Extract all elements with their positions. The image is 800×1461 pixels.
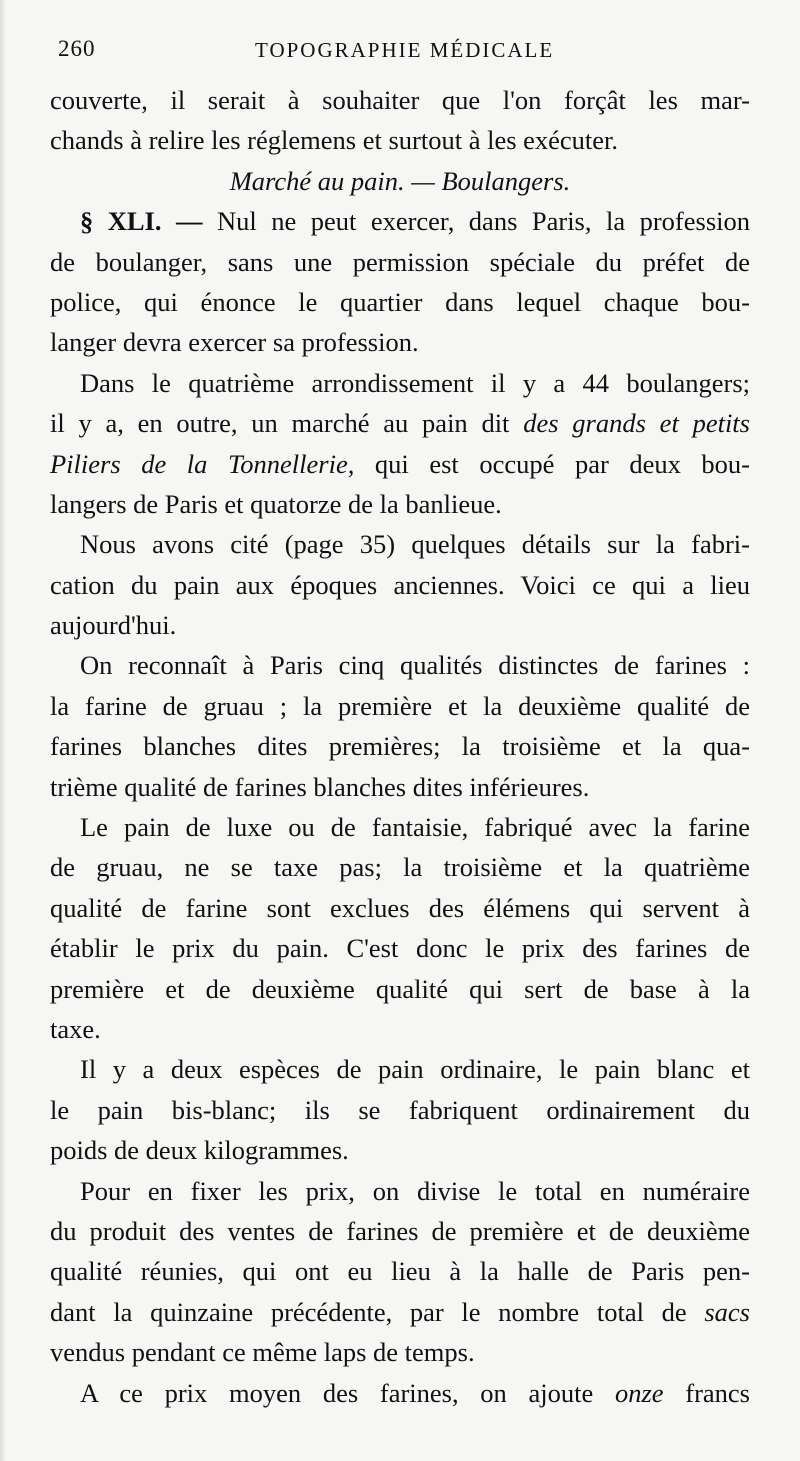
text-line: établir le prix du pain. C'est donc le prix des farines de: [50, 933, 750, 964]
text-line: qualité de farine sont exclues des élémens qui servent à: [50, 892, 750, 923]
text-line: [50, 403, 750, 443]
text-line: langers de Paris et quatorze de la banlieue.: [50, 488, 502, 519]
text-line: farines blanches dites premières; la troisième et la qua-: [50, 731, 750, 762]
page-header: [50, 36, 750, 72]
text-line: la farine de gruau ; la première et la deuxième qualité de: [50, 690, 750, 721]
text-line: [50, 1292, 750, 1332]
running-title: TOPOGRAPHIE MÉDICALE: [255, 38, 555, 62]
text-line: chands à relire les réglemens et surtout à les exécuter.: [50, 125, 619, 156]
text-line: poids de deux kilogrammes.: [50, 1135, 349, 1166]
italic-text: onze: [614, 1377, 664, 1408]
text-line: première et de deuxième qualité qui sert de base à la: [50, 973, 750, 1004]
text-line: trième qualité de farines blanches dites inférieures.: [50, 771, 590, 802]
text-line: aujourd'hui.: [50, 610, 177, 641]
text-line: Le pain de luxe ou de fantaisie, fabriqué avec la farine: [80, 812, 750, 843]
text-line: [50, 201, 750, 241]
text-span: dant la quinzaine précédente, par le nombre total de: [50, 1296, 705, 1327]
text-span: A ce prix moyen des farines, on ajoute: [80, 1377, 615, 1408]
text-line: [50, 444, 750, 484]
section-heading: Marché au pain. — Boulangers.: [229, 165, 571, 196]
text-line: cation du pain aux époques anciennes. Voici ce qui a lieu: [50, 569, 750, 600]
italic-text: sacs: [704, 1296, 750, 1327]
text-line: police, qui énonce le quartier dans lequel chaque bou-: [50, 286, 750, 317]
text-line: de gruau, ne se taxe pas; la troisième et la quatrième: [50, 852, 750, 883]
text-span: francs: [663, 1377, 750, 1408]
body-text: [50, 80, 750, 1413]
text-line: [50, 1373, 750, 1413]
text-line: On reconnaît à Paris cinq qualités distinctes de farines :: [80, 650, 750, 681]
page-number: 260: [58, 36, 96, 61]
text-line: Nous avons cité (page 35) quelques détails sur la fabri-: [80, 529, 750, 560]
text-span: il y a, en outre, un marché au pain dit: [50, 408, 524, 439]
text-span: Nul ne peut exercer, dans Paris, la profession: [202, 206, 750, 237]
text-span: qui est occupé par deux bou-: [354, 448, 750, 479]
text-line: Il y a deux espèces de pain ordinaire, le pain blanc et: [80, 1054, 750, 1085]
text-line: Pour en fixer les prix, on divise le total en numéraire: [80, 1175, 750, 1206]
text-line: qualité réunies, qui ont eu lieu à la halle de Paris pen-: [50, 1256, 750, 1287]
text-line: langer devra exercer sa profession.: [50, 327, 419, 358]
italic-text: Piliers de la Tonnellerie,: [50, 448, 355, 479]
text-line: vendus pendant ce même laps de temps.: [50, 1337, 475, 1368]
page-edge-shadow: [0, 0, 6, 1461]
italic-text: des grands et petits: [523, 408, 750, 439]
text-line: de boulanger, sans une permission spéciale du préfet de: [50, 246, 750, 277]
section-number: § XLI. —: [80, 206, 203, 237]
text-line: du produit des ventes de farines de première et de deuxième: [50, 1215, 750, 1246]
text-line: taxe.: [50, 1013, 101, 1044]
text-line: couverte, il serait à souhaiter que l'on forçât les mar-: [50, 85, 750, 115]
text-line: Dans le quatrième arrondissement il y a 44 boulangers;: [80, 367, 750, 398]
text-line: le pain bis-blanc; ils se fabriquent ordinairement du: [50, 1094, 750, 1125]
